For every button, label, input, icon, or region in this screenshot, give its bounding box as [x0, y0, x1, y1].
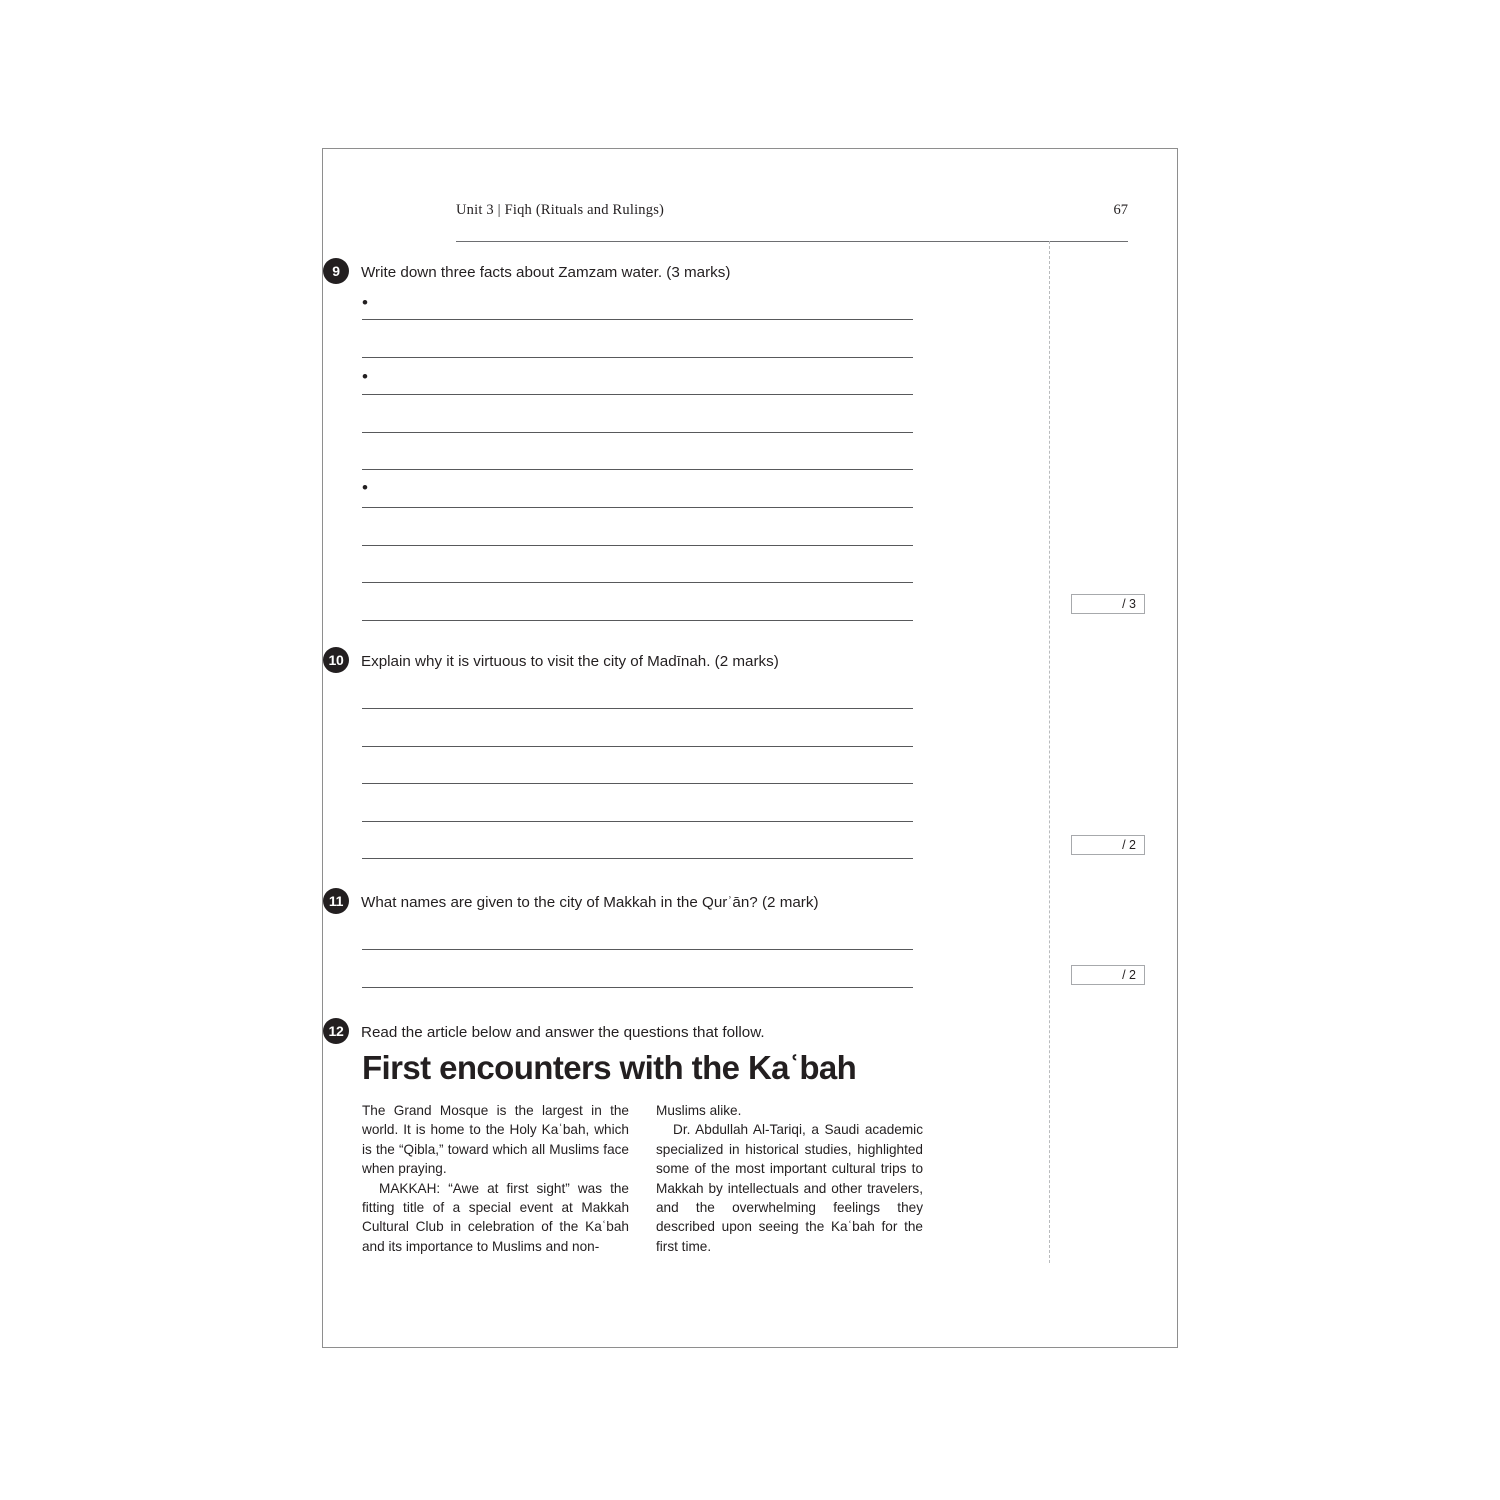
answer-line[interactable] [362, 545, 913, 546]
question-10 [323, 651, 995, 673]
answer-line[interactable] [362, 469, 913, 470]
header-divider [456, 241, 1128, 242]
page-header [456, 202, 1128, 219]
question-9-text: Write down three facts about Zamzam water. (3 marks) [361, 264, 731, 281]
worksheet-page [322, 148, 1178, 1348]
question-10-heading [323, 651, 995, 673]
answer-line[interactable] [362, 821, 913, 822]
answer-line[interactable] [362, 357, 913, 358]
answer-line[interactable] [362, 708, 913, 709]
answer-line[interactable] [362, 319, 913, 320]
question-9-answer-lines[interactable] [362, 319, 913, 657]
question-11-text: What names are given to the city of Makkah in the Qurʾān? (2 mark) [361, 894, 819, 911]
article-paragraph: Dr. Abdullah Al-Tariqi, a Saudi academic specialized in historical studies, highlighted some of the most important cultural trips to Makkah by intellectuals and other travelers, and the overwhelming feelings they described upon seeing the Kaʿbah for the first time. [656, 1122, 923, 1254]
answer-line[interactable] [362, 582, 913, 583]
question-10-text: Explain why it is virtuous to visit the city of Madīnah. (2 marks) [361, 653, 779, 670]
marks-gutter-divider [1049, 241, 1050, 1263]
answer-line[interactable] [362, 394, 913, 395]
question-11-number-badge: 11 [323, 888, 349, 914]
question-9-heading [323, 262, 995, 284]
article-column-left [362, 1101, 629, 1256]
answer-line[interactable] [362, 746, 913, 747]
question-11-mark-box[interactable]: / 2 [1071, 965, 1145, 985]
question-12-number-badge: 12 [323, 1018, 349, 1044]
article-column-right [656, 1101, 923, 1256]
answer-line[interactable] [362, 987, 913, 988]
page-number: 67 [1113, 202, 1128, 218]
question-9-number-badge: 9 [323, 258, 349, 284]
question-12-text: Read the article below and answer the questions that follow. [361, 1024, 765, 1041]
question-9 [323, 262, 995, 284]
article-headline: First encounters with the Kaʿbah [362, 1049, 857, 1086]
question-9-mark-box[interactable]: / 3 [1071, 594, 1145, 614]
header-unit-title: Unit 3 | Fiqh (Rituals and Rulings) [456, 202, 665, 218]
question-10-answer-lines[interactable] [362, 708, 913, 896]
answer-line[interactable] [362, 949, 913, 950]
answer-line[interactable] [362, 432, 913, 433]
question-10-mark-box[interactable]: / 2 [1071, 835, 1145, 855]
question-11-answer-lines[interactable] [362, 949, 913, 1024]
question-10-number-badge: 10 [323, 647, 349, 673]
question-11-heading [323, 892, 995, 914]
question-12-heading [323, 1022, 995, 1044]
question-9-bullet-1: • [362, 293, 368, 312]
question-12 [323, 1022, 995, 1044]
article-body [362, 1101, 924, 1256]
answer-line[interactable] [362, 783, 913, 784]
question-9-bullet-3: • [362, 478, 368, 497]
article-paragraph: Muslims alike. [656, 1103, 742, 1118]
answer-line[interactable] [362, 507, 913, 508]
question-11 [323, 892, 995, 914]
answer-line[interactable] [362, 620, 913, 621]
answer-line[interactable] [362, 858, 913, 859]
article-paragraph: The Grand Mosque is the largest in the world. It is home to the Holy Kaʿbah, which is the “Qibla,” toward which all Muslims face when praying. [362, 1103, 629, 1177]
question-9-bullet-2: • [362, 367, 368, 386]
article-paragraph: MAKKAH: “Awe at first sight” was the fitting title of a special event at Makkah Cultural Club in celebration of the Kaʿbah and its importance to Muslims and non- [362, 1180, 629, 1254]
